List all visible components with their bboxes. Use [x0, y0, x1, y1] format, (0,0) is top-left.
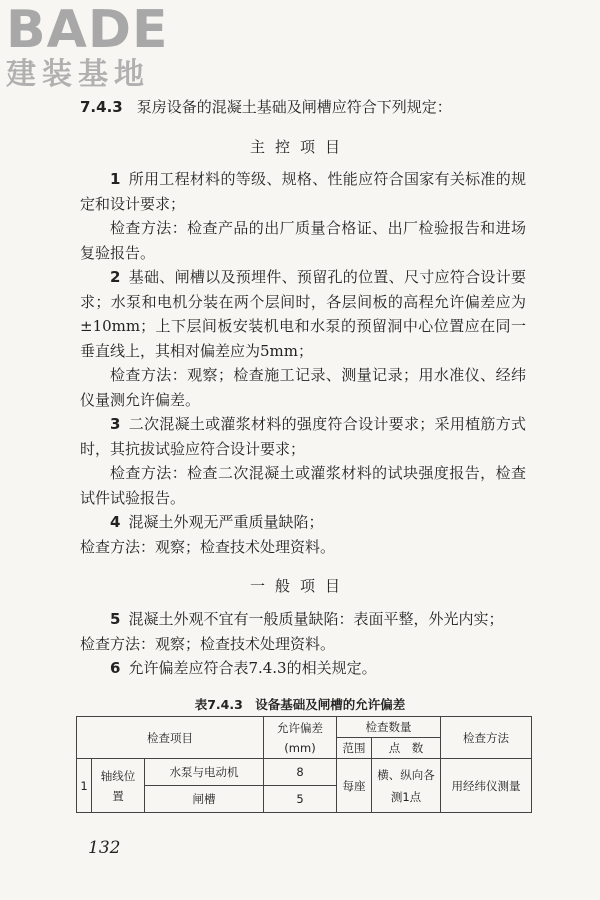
- item-check: 检查方法：观察；检查技术处理资料。: [80, 537, 336, 556]
- item-check: 检查方法：观察；检查施工记录、测量记录；用水准仪、经纬仪量测允许偏差。: [80, 366, 526, 409]
- item-number: 3: [110, 415, 121, 433]
- item-3: [80, 412, 526, 510]
- row-sub1: 水泵与电动机: [145, 759, 264, 786]
- header-tolerance-unit: (mm): [284, 740, 316, 755]
- item-number: 6: [110, 659, 121, 677]
- item-text: 允许偏差应符合表7.4.3的相关规定。: [128, 659, 377, 677]
- section-title: 泵房设备的混凝土基础及闸槽应符合下列规定：: [136, 98, 452, 116]
- item-text: 混凝土外观无严重质量缺陷；: [128, 513, 324, 531]
- item-text: 基础、闸槽以及预埋件、预留孔的位置、尺寸应符合设计要求；水泵和电机分装在两个层间时，各层间板的高程允许偏差应为±10mm；上下层间板安装机电和水泵的预留洞中心位置应在同一垂直线上，其相对偏差应为5mm；: [80, 268, 526, 360]
- item-number: 5: [110, 610, 121, 628]
- item-check: 检查方法：检查产品的出厂质量合格证、出厂检验报告和进场复验报告。: [80, 219, 526, 262]
- row-scope: 每座: [337, 759, 372, 813]
- item-text: 二次混凝土或灌浆材料的强度符合设计要求；采用植筋方式时，其抗拔试验应符合设计要求；: [80, 415, 526, 458]
- table-caption: 表7.4.3 设备基础及闸槽的允许偏差: [194, 697, 406, 712]
- item-2: [80, 265, 526, 412]
- row-val1: 8: [264, 759, 337, 786]
- item-check: 检查方法：检查二次混凝土或灌浆材料的试块强度报告，检查试件试验报告。: [80, 464, 526, 507]
- row-method: 用经纬仪测量: [441, 759, 532, 813]
- deviation-table: [76, 716, 532, 813]
- item-number: 4: [110, 513, 121, 531]
- header-quantity: 检查数量: [337, 717, 441, 738]
- page-number: 132: [88, 838, 121, 858]
- header-tolerance: [264, 717, 337, 759]
- row-points: 横、纵向各测1点: [372, 759, 441, 813]
- logo: [6, 0, 169, 92]
- section-heading: [80, 96, 452, 117]
- item-text: 混凝土外观不宜有一般质量缺陷：表面平整，外光内实；: [128, 610, 504, 628]
- item-number: 2: [110, 268, 121, 286]
- item-4: [80, 510, 526, 559]
- row-number: 1: [77, 759, 92, 813]
- header-method: 检查方法: [441, 717, 532, 759]
- item-1: [80, 167, 526, 265]
- section-number: 7.4.3: [80, 98, 123, 116]
- row-val2: 5: [264, 786, 337, 813]
- logo-sub-text: 建装基地: [6, 57, 150, 92]
- item-check: 检查方法：观察；检查技术处理资料。: [80, 634, 336, 653]
- item-number: 1: [110, 170, 121, 188]
- header-scope: 范围: [337, 738, 372, 759]
- row-sub2: 闸槽: [145, 786, 264, 813]
- header-points: 点 数: [372, 738, 441, 759]
- item-5: [80, 607, 526, 681]
- general-items-heading: 一般项目: [249, 577, 350, 595]
- header-item: 检查项目: [77, 717, 264, 759]
- logo-main-text: BADE: [6, 0, 169, 60]
- item-text: 所用工程材料的等级、规格、性能应符合国家有关标准的规定和设计要求；: [80, 170, 526, 213]
- header-tolerance-label: 允许偏差: [277, 720, 323, 735]
- main-items-heading: 主控项目: [249, 138, 350, 156]
- row-group: 轴线位置: [92, 759, 145, 813]
